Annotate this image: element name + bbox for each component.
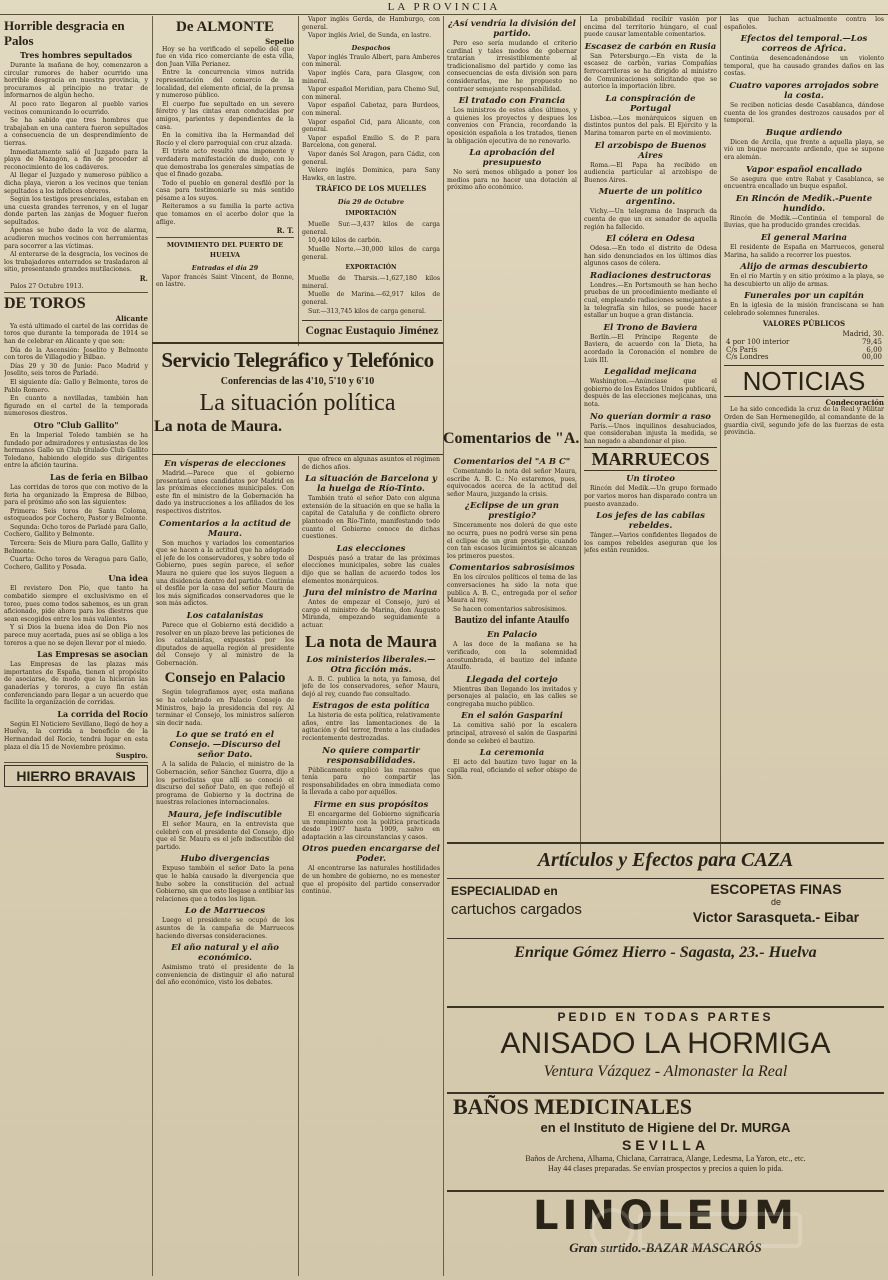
paragraph: Rincón de Medik.—Continúa el temporal de lluvias, que ha producido grandes crecidas. — [724, 214, 884, 230]
paragraph: Son muchos y variados los comentarios que se hacen a la actitud que ha adoptado el jefe de los conservadores, y sobre todo el Gobierno, pues según parece, el señor Maura no quiere que los suyos lleguen a una disidencia dentro del partido. Continúa el desfile por la casa del señor Maura de los más significados conservadores que le son más adictos. — [156, 539, 294, 608]
section-title: Lo que se trató en el Consejo. —Discurso del señor Dato. — [169, 730, 281, 761]
paragraph: Apenas se hubo dado la voz de alarma, acudieron muchos vecinos con herramientas para socorrer a las víctimas. — [4, 227, 148, 250]
importacion-label: IMPORTACIÓN — [345, 210, 397, 218]
paragraph: Días 29 y 30 de Junio: Paco Madrid y Joselito, seis toros de Parladé. — [4, 362, 148, 378]
section-title: Maura, jefe indiscutible — [168, 810, 282, 820]
section-title: El cólera en Odesa — [606, 234, 695, 245]
section-title: Comentarios sabrosísimos — [449, 563, 575, 574]
trafico-sub: Día 29 de Octubre — [337, 198, 405, 207]
ad-victor: Victor Sarasqueta.- Eibar — [692, 909, 860, 925]
paragraph: En el río Martín y en sitio próximo a la playa, se ha descubierto un alijo de armas. — [724, 273, 884, 288]
section-title: Vapor español encallado — [746, 164, 862, 175]
paragraph: Vapor inglés Gerda, de Hamburgo, con general. — [302, 16, 440, 31]
paragraph: Velero inglés Dominica, para Sany Hawks, en lastre. — [302, 167, 440, 182]
valores-table — [724, 339, 884, 362]
rocio-signature: Suspiro. — [115, 751, 148, 761]
marruecos-title: MARRUECOS — [584, 447, 717, 471]
paragraph: Al poco rato llegaron al pueblo varios vecinos comunicando lo ocurrido. — [4, 100, 148, 116]
section-title: Jura del ministro de Marina — [304, 588, 438, 599]
section-title: ¿Así vendría la división del partido. — [448, 19, 576, 39]
section-title: Otros pueden encargarse del Poder. — [302, 844, 440, 865]
club-title: Otro "Club Gallito" — [33, 419, 119, 430]
paragraph: Parece que el Gobierno está decidido a resolver en un plazo breve las peticiones de los catalanistas, expuestas por los diputados de aquella región al presidente del Consejo y al ministro de la Gobernación. — [156, 621, 294, 667]
ad-banos-title: BAÑOS MEDICINALES — [453, 1094, 692, 1119]
paragraph: El revistero Don Pío, que tanto ha combatido siempre el exclusivismo en el toreo, pues como todos sabemos, es un gran aficionado, pide ahora para los diestros que sean escogidos entre los más valientes. — [4, 585, 148, 623]
section-title: La conspiración de Portugal — [605, 93, 696, 114]
paragraph: Berlín.—El Príncipe Regente de Baviera, de acuerdo con la Dieta, ha acordado la Coronación el nombre de Luis III. — [584, 333, 717, 364]
empresas-title: Las Empresas se asocian — [37, 649, 148, 660]
section-title: Los ministerios liberales.—Otra ficción más. — [306, 654, 436, 675]
paragraph: También trató el señor Dato con alguna extensión de la situación en que se halla la capital de Cataluña y de conflicto obrero planteado en Río-Tinto, manifestando todo cuanto el Gobierno conoce de dichas cuestiones. — [302, 495, 440, 541]
divider — [4, 762, 148, 763]
paragraph: Dicen de Arcila, que frente a aquella playa, se vió un buque mercante ardiendo, que se supone era alemán. — [724, 138, 884, 161]
conferencias-sub: Conferencias de las 4'10, 5'10 y 6'10 — [220, 376, 375, 387]
paragraph: El triste acto resultó una imponente y verdadera manifestación de duelo, con lo que demostraba los generales simpatías de que el finado gozaba. — [156, 148, 294, 179]
signature: R. T. — [276, 226, 294, 236]
subhead-sepultados: Tres hombres sepultados — [19, 50, 133, 60]
section-title: El tratado con Francia — [458, 96, 566, 107]
column-6 — [447, 16, 577, 424]
valores-sub: Madrid, 30. — [842, 330, 884, 339]
paragraph: Muelle Norte.—30,000 kilos de carga general. — [302, 246, 440, 261]
watermark-logo-icon — [590, 1200, 810, 1260]
paragraph: Vapor inglés Traulo Albert, para Amberes con mineral. — [302, 53, 440, 69]
ad-articulos: Artículos y Efectos para CAZA — [537, 849, 794, 871]
paragraph: Mientras iban llegando los invitados y personajes al palacio, en las calles se congregaba mucho público. — [447, 685, 577, 708]
ad-escopetas: ESCOPETAS FINAS — [710, 881, 842, 897]
idea-title: Una idea — [108, 573, 148, 584]
exportacion-label: EXPORTACIÓN — [345, 264, 397, 272]
paragraph: Le ha sido concedida la cruz de la Real y Militar Orden de San Hermenegildo, al comandante de la guardia civil, segundo jefe de las fuerzas de esta provincia. — [724, 406, 884, 437]
ad-enrique-box — [447, 938, 884, 969]
paragraph: Odesa.—En todo el distrito de Odesa han sido denunciados en los últimos días algunos casos de cólera. — [584, 245, 717, 268]
valor-value: 6,00 — [866, 345, 882, 354]
section-title: Comentarios a la actitud de Maura. — [159, 518, 291, 539]
ad-enrique: Enrique Gómez Hierro - Sagasta, 23.- Huelva — [514, 944, 817, 961]
paragraph: En la comitiva iba la Hermandad del Rocío y el clero parroquial con cruz alzada. — [156, 132, 294, 147]
column-center-b — [302, 456, 440, 1278]
paragraph: Todo el pueblo en general desfiló por la casa para testimoniarle su más sentido pésame a los suyos. — [156, 179, 294, 202]
paragraph: Según telegrafiamos ayer, esta mañana se ha celebrado en Palacio Consejo de Ministros, bajo la presidencia del rey. Al terminar el Consejo, los ministros salieron sin decir nada. — [156, 689, 294, 727]
situacion-title: La situación política — [199, 390, 396, 416]
column-1 — [4, 16, 148, 1278]
paragraph: El siguiente día: Gallo y Belmonte, toros de Pablo Romero. — [4, 378, 148, 394]
table-row — [724, 354, 884, 362]
divider — [4, 292, 148, 293]
section-title: Funerales por un capitán — [744, 291, 864, 302]
ad-banos-body: Baños de Archena, Alhama, Chiclana, Carratraca, Alange, Ledesma, La Yaron, etc., etc. — [525, 1154, 806, 1163]
column-rule — [298, 456, 299, 1276]
paragraph: El encargarme del Gobierno significaría un rompimiento con la política practicada desde 1907 hasta 1909, salvo en adaptación a las circunstancias y casos. — [302, 811, 440, 841]
column-rule — [298, 16, 299, 346]
section-title: En vísperas de elecciones — [164, 459, 286, 469]
paragraph: Después pasó a tratar de las próximas elecciones municipales, sobre las cuales dijo que se hallan de acuerdo todos los elementos monárquicos. — [302, 554, 440, 585]
paragraph: 10,440 kilos de carbón. — [308, 237, 382, 245]
cognac-ad: Cognac Eustaquio Jiménez — [302, 320, 442, 341]
section-title: Radiaciones destructoras — [589, 270, 712, 281]
section-title: Efectos del temporal.—Los correos de Africa. — [740, 34, 868, 55]
telegraph-header — [152, 342, 443, 455]
paragraph: En los círculos políticos el tema de las conversaciones ha sido la nota que publica A. B. C., entregada por el señor Maura al rey. — [447, 574, 577, 605]
section-title: La ceremonia — [479, 748, 545, 759]
despachos-sub: Despachos — [351, 43, 391, 52]
paragraph: El señor Maura, en la entrevista que celebró con el presidente del Consejo, dijo que el Sr. Maura es el jefe indiscutible del partido. — [156, 821, 294, 851]
headline-palos: Horrible desgracia en Palos — [4, 18, 125, 48]
paragraph: Segunda: Ocho toros de Parladé para Gallo, Cochero, Gallito y Belmonte. — [4, 523, 148, 539]
column-3 — [302, 16, 440, 316]
paragraph: Reiteramos a su familia la parte activa que tomamos en el acerbo dolor que la aflige. — [156, 203, 294, 226]
ad-banos-body-2: Hay 44 clases preparadas. Se envían prospectos y precios a quien lo pida. — [547, 1164, 784, 1173]
valor-value: 00,00 — [861, 353, 882, 362]
ad-banos — [447, 1092, 884, 1190]
paragraph: Según El Noticiero Sevillano, llegó de hoy a Huelva, la corrida a beneficio de la Hermandad del Rocío, tendrá lugar en esta plaza el día 15 de Noviembre próximo. — [4, 720, 148, 751]
sepelio-sub: Sepelio — [265, 37, 294, 46]
paragraph: Vapor español Cid, para Alicante, con general. — [302, 118, 440, 134]
paragraph: Vapor francés Saint Vincent, de Bonne, en lastre. — [156, 273, 294, 289]
paragraph: Vapor español Emilio S. de P. para Barcelona, con general. — [302, 134, 440, 150]
ad-caza-header — [447, 842, 884, 878]
column-center-a — [156, 456, 294, 1278]
masthead: LA PROVINCIA — [0, 0, 888, 15]
paragraph: Vapor inglés Cara, para Glasgow, con mineral. — [302, 69, 440, 85]
paragraph: Madrid.—Parece que el gobierno presentará unos candidatos por Madrid en las próximas elecciones municipales. Con este fin el ministro de la Gobernación ha dado ya instrucciones a los afiliados de los respectivos distritos. — [156, 470, 294, 515]
ad-instituto: en el Instituto de Higiene del Dr. MURGA — [540, 1120, 791, 1135]
noticias-sub: Condecoración — [825, 397, 884, 407]
paragraph: Muelle de Marina.—62,917 kilos de general. — [302, 291, 440, 307]
paragraph: Según los testigos presenciales, estaban en una cuesta grandes terrenos, y en el lugar donde parten las zanjas de Moguer fueron sepultados. — [4, 196, 148, 226]
dateline: Palos 27 Octubre 1913. — [10, 282, 84, 290]
column-2 — [156, 16, 294, 336]
paragraph: Vichy.—Un telegrama de Inspruch da cuenta de que un ex senador de aquella región ha fallecido. — [584, 208, 717, 231]
ad-anisado — [447, 1006, 884, 1092]
paragraph: Asimismo trató el presidente de la conveniencia de distinguir el año natural del año económico, visto los debates. — [156, 964, 294, 987]
paragraph: Al enterarse de la desgracia, los vecinos de los trabajadores enterrados se trasladaron al sitio, presentando grandes mutilaciones. — [4, 251, 148, 274]
section-title: Consejo en Palacio — [164, 670, 286, 687]
section-title: Lo de Marruecos — [184, 906, 265, 917]
section-title: Llegada del cortejo — [466, 674, 558, 685]
nota-title: La nota de Maura. — [154, 418, 282, 435]
paragraph: Sur.—313,745 kilos de carga general. — [308, 307, 426, 315]
paragraph: Al llegar el Juzgado y numeroso público a dicha playa, vieron a los vecinos que tenían sepultados a los infelices obreros. — [4, 172, 148, 195]
paragraph: Se hacen comentarios sabrosísimos. — [453, 605, 567, 613]
paragraph: La comitiva salió por la escalera principal, atravesó el salón de Gasparini donde se celebró el bautizo. — [447, 722, 577, 745]
paragraph: El cuerpo fue sepultado en un severo féretro y las cintas eran conducidas por amigos, parientes y dependientes de la casa. — [156, 100, 294, 131]
paragraph: Las Empresas de las plazas más importantes de España, tienen el propósito de asociarse, de modo que la hicieran las ganaderías y toreros, a cuyo fin están conferenciando para llegar a un acuerdo que facilite la organización de corridas. — [4, 661, 148, 707]
paragraph: A. B. C. publica la nota, ya famosa, del jefe de los conservadores, señor Maura, dejó al rey, cuando fue consultado. — [302, 675, 440, 698]
toros-place: Alicante — [115, 314, 148, 324]
ad-caza — [447, 878, 884, 937]
paragraph: Continúa desencadenándose un violento temporal, que ha causado grandes daños en las costas. — [724, 55, 884, 78]
section-title: El Trono de Baviera — [603, 322, 698, 333]
ad-cartuchos: cartuchos cargados — [451, 901, 582, 918]
section-title: Las elecciones — [336, 543, 406, 554]
section-title: La nota de Maura — [305, 631, 437, 651]
toros-title: DE TOROS — [4, 295, 86, 313]
paragraph: El acto del bautizo tuvo lugar en la capilla real, oficiando el señor obispo de Sión. — [447, 759, 577, 782]
paragraph: Se reciben noticias desde Casablanca, dándose cuenta de los grandes destrozos causados por el temporal. — [724, 101, 884, 125]
paragraph: En la Imperial Toledo también se ha fundado por admiradores y entusiastas de los hermanos Gallo un Club titulado Club Gallito Toledano, habiendo elegido sus dirigentes entre la afición taurina. — [4, 431, 148, 470]
ad-de: de — [770, 897, 781, 907]
paragraph: Y si Dios la buena idea de Don Pío nos parece muy acertada, pues así se obliga a los toreros a que no se dejen llevar por el miedo. — [4, 624, 148, 647]
section-title: En el salón Gasparini — [461, 711, 563, 722]
section-title: Firme en sus propósitos — [313, 800, 429, 811]
valores-title: VALORES PÚBLICOS — [762, 319, 846, 329]
section-title: La aprobación del presupuesto — [469, 148, 555, 169]
section-title: La situación de Barcelona y la huelga de Río-Tinto. — [305, 474, 437, 495]
column-rule — [720, 16, 721, 856]
paragraph: Vapor español Meridian, para Chemo Sul, con mineral. — [302, 86, 440, 101]
comentarios-title: Comentarios de "A. — [443, 430, 580, 447]
paragraph: Tercera: Seis de Miura para Gallo, Gallito y Belmonte. — [4, 540, 148, 555]
paragraph: Tánger.—Varios confidentes llegados de los campos rebeldes aseguran que los jefes están reunidos. — [584, 532, 717, 555]
trafico-title: TRÁFICO DE LOS MUELLES — [315, 184, 427, 194]
signature: R. — [139, 274, 148, 284]
section-title: El general Marina — [760, 232, 848, 243]
section-title: Estragos de esta política — [312, 701, 430, 712]
paragraph: Expuso también el señor Dato la pena que le había causado la divergencia que hubo sobre la constitución del actual Gobierno, sin que esto llegase a entibiar las relaciones que a todos los ligan. — [156, 865, 294, 903]
section-title: Legalidad mejicana — [604, 367, 697, 378]
rocio-title: La corrida del Rocío — [57, 708, 148, 719]
paragraph: Vapor español Cabotaz, para Burdeos, con mineral. — [302, 102, 440, 117]
valor-label: C/s París — [726, 345, 758, 354]
paragraph: En la iglesia de la misión franciscana se han celebrado solemnes funerales. — [724, 302, 884, 317]
paragraph: Durante la mañana de hoy, comenzaron a circular rumores de haber ocurrido una horrible desgracia en nuestra provincia, y procuramos al principio no tratar de informarnos de algún hecho. — [4, 62, 148, 100]
paragraph: El residente de España en Marruecos, general Marina, ha salido a recorrer los puestos. — [724, 243, 884, 259]
paragraph: Roma.—El Papa ha recibido en audiencia particular al arzobispo de Buenos Aires. — [584, 161, 717, 184]
section-title: Los jefes de las cabilas rebeldes. — [596, 511, 705, 532]
ad-sevilla: SEVILLA — [621, 1137, 710, 1153]
valor-value: 79,45 — [861, 338, 882, 347]
paragraph: Washington.—Anúnciase que el gobierno de los Estados Unidos publicará, después de las elecciones mejicanas, una nota. — [584, 378, 717, 408]
paragraph: Muelle de Tharsis.—1,627,180 kilos mineral. — [302, 275, 440, 290]
section-title: Bautizo del infante Ataulfo — [454, 615, 570, 627]
section-title: Comentarios del "A B C" — [453, 457, 571, 467]
paragraph: que ofrece en algunas asuntos el régimen de dichos años. — [302, 456, 440, 471]
divider — [156, 237, 294, 238]
paragraph: Muelle Sur.—3,437 kilos de carga general. — [302, 221, 440, 236]
section-title: Alijo de armas descubierto — [740, 262, 868, 273]
paragraph: París.—Unos inquilinos desahuciados, que consideraban injusta la medida, se han negado a abandonar el piso. — [584, 422, 717, 445]
paragraph: Antes de empezar el Consejo, juró el cargo el ministro de Marina, don Augusto Miranda, empezando seguidamente a actuar. — [302, 599, 440, 629]
noticias-title: NOTICIAS — [724, 365, 884, 397]
section-title: Cuatro vapores arrojados sobre la costa. — [729, 80, 879, 101]
ad-pedid: PEDID EN TODAS PARTES — [557, 1010, 774, 1024]
ad-linoleum-sub: Gran surtido.-BAZAR MASCARÓS — [569, 1240, 762, 1255]
ad-ventura: Ventura Vázquez - Almonaster la Real — [543, 1063, 788, 1080]
valor-label: 4 por 100 interior — [726, 338, 790, 347]
column-6-lower — [447, 454, 577, 840]
column-7 — [584, 16, 717, 838]
paragraph: Los ministros de estos años últimos, y a quienes los proyectos y despues los convenios con Francia, recordando la oposición española a los tratados, tienen la obligación ejecutiva de no renovarlo. — [447, 107, 577, 145]
section-title: En Rincón de Medik.-Puente hundido. — [735, 193, 873, 214]
paragraph: Primera: Seis toros de Santa Coloma, estoqueados por Cochero, Pastor y Belmonte. — [4, 507, 148, 523]
ad-hormiga: ANISADO LA HORMIGA — [500, 1027, 831, 1060]
section-title: Un tiroteo — [626, 474, 675, 485]
paragraph: Se asegura que entre Rabat y Casablanca, se encuentra encallado un buque español. — [724, 175, 884, 191]
paragraph: Inmediatamente salió el Juzgado para la playa de Mazagón, a fin de proceder al reconocimiento de los cadáveres. — [4, 148, 148, 171]
paragraph: No será menos obligado a poner los medios para no hacer una dotación al próximo año económico. — [447, 169, 577, 192]
paragraph: Vapor inglés Aviel, de Sunda, en lastre. — [308, 32, 432, 40]
section-title: Buque ardiendo — [765, 127, 843, 138]
ad-especialidad: ESPECIALIDAD en — [451, 884, 558, 898]
bilbao-title: Las de feria en Bilbao — [50, 471, 148, 482]
section-title: El año natural y el año económico. — [171, 943, 279, 964]
paragraph: San Petersburgo.—En vista de la escasez de carbón, varias Compañías ferrocarrileras se ha dirigido al ministro de Comunicaciones solicitando que se autorice la importación libre. — [584, 52, 717, 91]
column-rule — [152, 16, 153, 1276]
column-rule — [443, 16, 444, 1276]
paragraph: Luego el presidente se ocupó de los asuntos de la campaña de Marruecos haciendo diversas consideraciones. — [156, 917, 294, 940]
section-title: Muerte de un político argentino. — [598, 187, 703, 208]
paragraph: Se ha sabido que tres hombres que trabajaban en una cantera fueron sepultados a consecuencia de un desprendimiento de tierras. — [4, 117, 148, 147]
paragraph: Comentando la nota del señor Maura, escribe A. B. C.: No estaremos, pues, equivocados acerca de la actitud del señor Maura, juzgando la crisis. — [447, 468, 577, 498]
section-title: Escasez de carbón en Rusia — [584, 41, 717, 52]
paragraph: Las corridas de toros que con motivo de la feria ha organizado la Empresa de Bilbao, para el próximo año son las siguientes: — [4, 483, 148, 507]
section-title: El arzobispo de Buenos Aires — [594, 140, 707, 161]
paragraph: Cuarta: Ocho toros de Veragua para Gallo, Cochero, Gallito y Posada. — [4, 556, 148, 571]
paragraph: Rincón del Medik.—Un grupo formado por varios moros han disparado contra un puesto avanzado. — [584, 485, 717, 508]
ad-linoleum-title: LINOLEUM — [533, 1193, 798, 1239]
paragraph: A las doce de la mañana se ha verificado, con la solemnidad acostumbrada, el bautizo del infante Ataulfo. — [447, 641, 577, 672]
valor-label: C/s Londres — [726, 353, 769, 362]
paragraph: La historia de esta política, relativamente años, entre las lamentaciones de la agitación y del terror, frente a las ciudades recientemente destrozadas. — [302, 712, 440, 743]
paragraph: Día de la Ascensión: Joselito y Belmonte con toros de Villagodio y Bilbao. — [4, 346, 148, 362]
paragraph: Lisboa.—Los monárquicos siguen en distintos puntos del país. El Ejército y la Marina tomaron parte en el movimiento. — [584, 114, 717, 137]
column-8 — [724, 16, 884, 838]
paragraph: La probabilidad recibir vasión por encima del territorio húngaro, el cual puede causar lamentable comentarios. — [584, 16, 717, 39]
section-title: No querían dormir a raso — [590, 411, 711, 422]
section-title: ¿Eclipse de un gran prestigio? — [465, 501, 559, 522]
servicio-title: Servicio Telegráfico y Telefónico — [161, 348, 434, 372]
paragraph: Al encontrarse las naturales hostilidades de un hombre de gobierno, no es menester que el propósito del partido conservador continúe. — [302, 865, 440, 896]
section-title: No quiere compartir responsabilidades. — [322, 745, 420, 766]
paragraph: Sinceramente nos dolerá de que este no ocurra, pues no podrá verse sin pena el eclipse de un gran prestigio, cuando con tan escasos lucimientos se alcanzan los primeros puestos. — [447, 522, 577, 560]
paragraph: En cuanto a novilladas, también han figurado en el cartel de la temporada numerosos diestros. — [4, 395, 148, 418]
paragraph: Londres.—En Portsmouth se han hecho pruebas de un procedimiento mediante el cual, empleando radiaciones semejantes a la telegrafía sin hilos, se puede hacer estallar un buque a gran distancia. — [584, 281, 717, 320]
almonte-title: De ALMONTE — [176, 19, 274, 35]
section-title: En Palacio — [486, 630, 538, 641]
section-title: Los catalanistas — [186, 610, 264, 621]
paragraph: A la salida de Palacio, el ministro de la Gobernación, señor Sánchez Guerra, dijo a los periodistas que allí se conoció el discurso del señor Dato, en que reflejó el programa de Gobierno y la doctrina de nuestras relaciones internacionales. — [156, 761, 294, 807]
paragraph: Hoy se ha verificado el sepelio del que fue en vida rico comerciante de esta villa, don Juan Villa Perianez. — [156, 45, 294, 68]
ad-hierro-bravais: HIERRO BRAVAIS — [4, 765, 148, 787]
paragraph: las que luchan actualmente contra los españoles. — [724, 16, 884, 31]
paragraph: Públicamente explicó las razones que tenía para no compartir las responsabilidades en obra inmediata como la llevada a cabo por aquéllos. — [302, 766, 440, 797]
paragraph: Entre la concurrencia vimos nutrida representación del comercio de la localidad, del elemento oficial, de la prensa y numeroso público. — [156, 69, 294, 100]
paragraph: Pero eso sería mudando el criterio cardinal y tales modos de gobernar tratarían irresistiblemente al tradicionalismo del partido y como las consecuencias de esta división son para considerarlas, me he propuesto no contraer semejante responsabilidad. — [447, 40, 577, 93]
paragraph: Vapor danés Sol Aragon, para Cádiz, con general. — [302, 150, 440, 166]
movimiento-title: MOVIMIENTO DEL PUERTO DE HUELVA — [166, 240, 284, 259]
paragraph: Ya está ultimado el cartel de las corridas de toros que durante la temporada de 1914 se han de celebrar en Alicante y que son: — [4, 322, 148, 345]
movimiento-sub: Entradas el día 29 — [191, 263, 259, 272]
section-title: Hubo divergencias — [180, 854, 270, 865]
